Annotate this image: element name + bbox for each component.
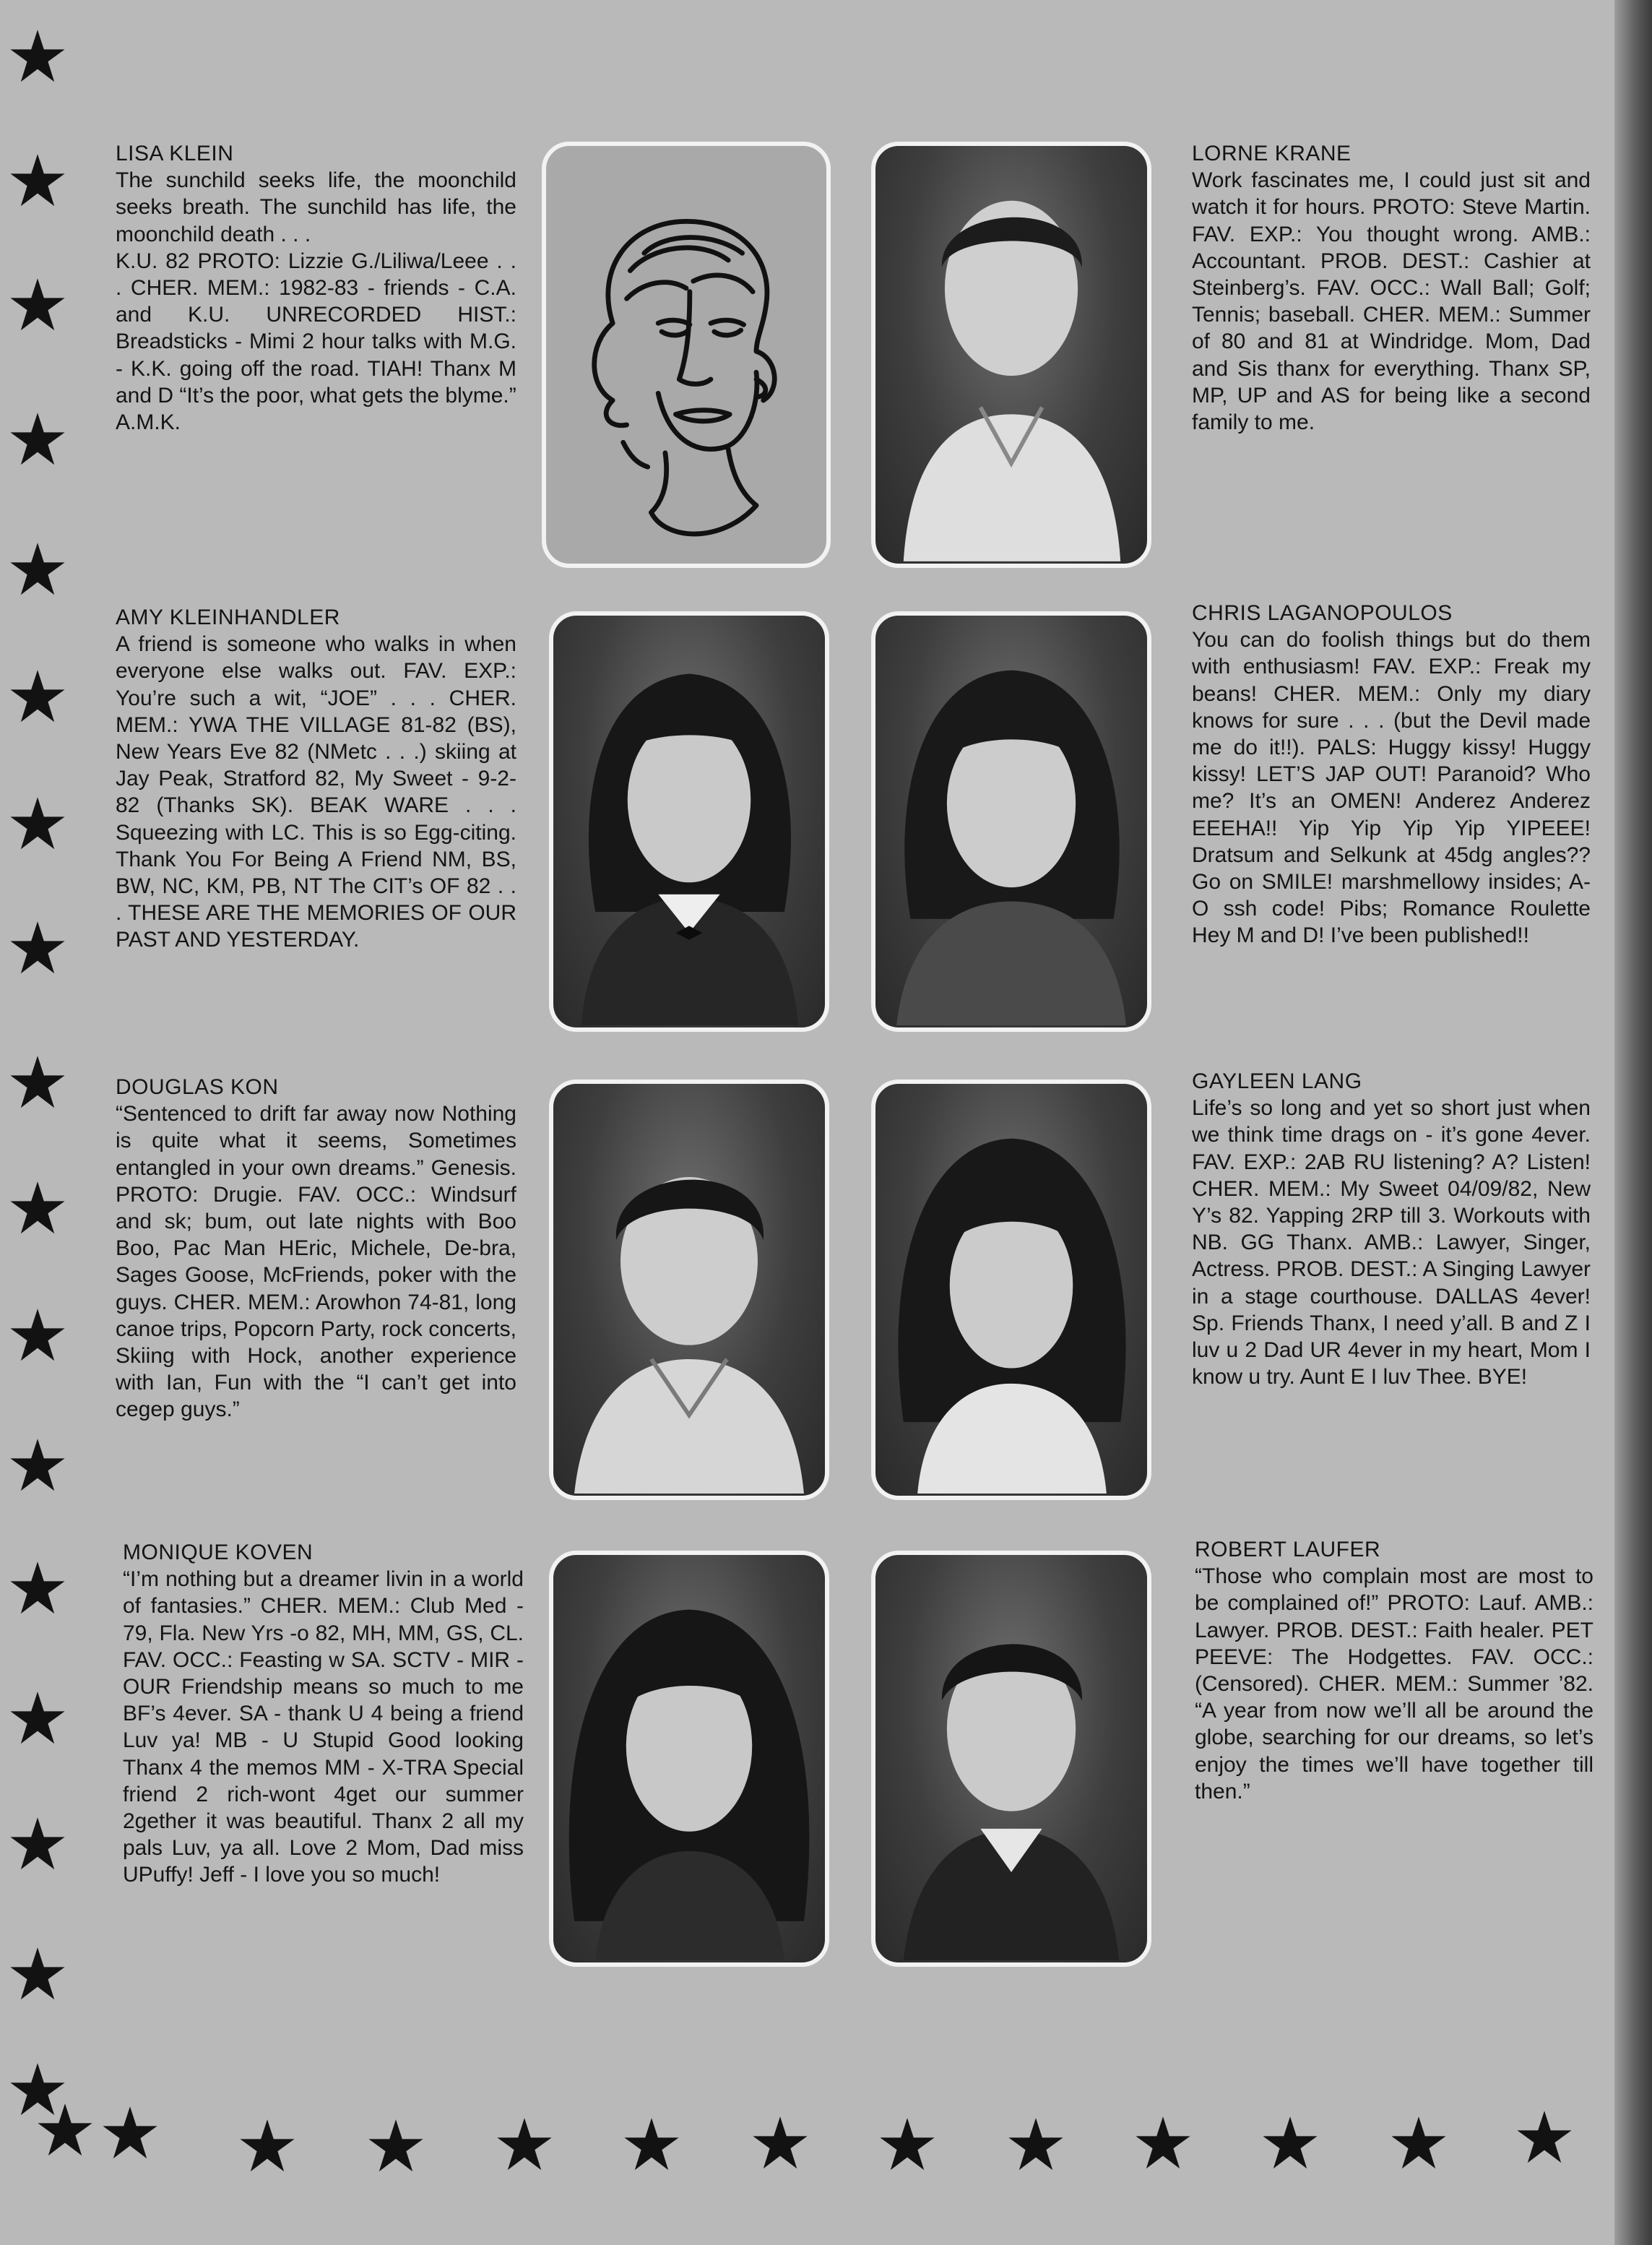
star-icon	[9, 1306, 66, 1364]
student-bio-text: “Those who complain most are most to be complained of!” PROTO: Lauf. AMB.: Lawyer. PROB. DEST.: Faith healer. PET PEEVE: The Hodgettes. FAV. OCC.: (Censored). CHER. MEM.: Summer ’82. “A year from now we’ll all be around the globe, searching for our dreams, so let’s enjoy the times we’ll have together till then.”	[1195, 1564, 1593, 1804]
star-icon	[238, 2117, 296, 2175]
star-icon	[9, 1559, 66, 1617]
portrait-silhouette	[553, 616, 825, 1027]
student-bio-text: Life’s so long and yet so short just when we think time drags on - it’s gone 4ever. FAV. EXP.: 2AB RU listening? A? Listen! CHER. MEM.: My Sweet 04/09/82, New Y’s 82. Yapping 2RP till 3. Workouts with NB. GG Thanx. AMB.: Lawyer, Singer, Actress. PROB. DEST.: A Singing Lawyer in a stage courthouse. DALLAS 4ever! Sp. Friends Thanx, I need y’all. B and Z I luv u 2 Dad UR 4ever in my heart, Mom I know u try. Aunt E I luv Thee. BYE!	[1192, 1096, 1591, 1389]
photo-gayleen-lang	[871, 1080, 1151, 1500]
student-bio-text: “Sentenced to drift far away now Nothing is quite what it seems, Sometimes entangled in your own dreams.” Genesis. PROTO: Drugie. FAV. OCC.: Windsurf and sk; bum, out late nights with Boo Boo, Pac Man HEric, Michele, De-bra, Sages Goose, McFriends, poker with the guys. CHER. MEM.: Arowhon 74-81, long canoe trips, Popcorn Party, rock concerts, Skiing with Hock, another experience with Ian, Fun with the “I can’t get into cegep guys.”	[116, 1102, 516, 1422]
star-icon	[9, 668, 66, 725]
star-icon	[9, 795, 66, 853]
portrait-silhouette	[875, 616, 1147, 1027]
star-icon	[9, 276, 66, 334]
star-icon	[9, 1053, 66, 1111]
star-icon	[1515, 2108, 1573, 2166]
star-icon	[367, 2117, 425, 2175]
bio-lorne-krane	[1192, 140, 1591, 436]
portrait-silhouette	[875, 146, 1147, 564]
photo-lorne-krane	[871, 142, 1151, 568]
bio-robert-laufer	[1195, 1536, 1593, 1805]
star-icon	[1134, 2114, 1192, 2172]
student-name: ROBERT LAUFER	[1195, 1538, 1381, 1561]
portrait-silhouette	[875, 1555, 1147, 1962]
photo-monique-koven	[549, 1551, 829, 1967]
bio-gayleen-lang	[1192, 1068, 1591, 1390]
portrait-silhouette	[875, 1084, 1147, 1496]
student-name: MONIQUE KOVEN	[123, 1541, 313, 1564]
star-icon	[9, 540, 66, 598]
student-name: AMY KLEINHANDLER	[116, 606, 340, 629]
star-icon	[623, 2116, 680, 2173]
student-bio-text: You can do foolish things but do them with enthusiasm! FAV. EXP.: Freak my beans! CHER. MEM.: Only my diary knows for sure . . . (but the Devil made me do it!!). PALS: Huggy kissy! Huggy kissy! LET’S JAP OUT! Paranoid? Who me? It’s an OMEN! Anderez Anderez EEEHA!! Yip Yip Yip Yip YIPEEE! Dratsum and Selkunk at 45dg angles?? Go on SMILE! marshmellowy insides; A-O ssh code! Pibs; Romance Roulette Hey M and D! I’ve been published!!	[1192, 628, 1591, 948]
bio-lisa-klein	[116, 140, 516, 436]
star-icon	[1390, 2114, 1448, 2172]
student-name: LISA KLEIN	[116, 142, 234, 165]
bio-monique-koven	[123, 1539, 524, 1889]
bio-douglas-kon	[116, 1074, 516, 1423]
star-icon	[1007, 2116, 1065, 2173]
star-icon	[9, 1815, 66, 1873]
portrait-silhouette	[553, 1555, 825, 1962]
bio-amy-kleinhandler	[116, 604, 516, 954]
student-name: LORNE KRANE	[1192, 142, 1352, 165]
photo-chris-laganopoulos	[871, 611, 1151, 1032]
star-icon	[36, 2101, 94, 2159]
star-icon	[878, 2116, 936, 2173]
bio-chris-laganopoulos	[1192, 600, 1591, 949]
star-icon	[9, 1179, 66, 1237]
photo-amy-kleinhandler	[549, 611, 829, 1032]
star-icon	[9, 1689, 66, 1747]
star-icon	[9, 27, 66, 85]
student-name: DOUGLAS KON	[116, 1075, 279, 1099]
star-icon	[1261, 2114, 1319, 2172]
star-icon	[9, 1945, 66, 2003]
star-icon	[9, 410, 66, 468]
student-bio-text: “I’m nothing but a dreamer livin in a world of fantasies.” CHER. MEM.: Club Med - 79, Fla. New Yrs -o 82, MH, MM, GS, CL. FAV. OCC.: Feasting w SA. SCTV - MIR - OUR Friendship means so much to me BF’s 4ever. SA - thank U 4 being a friend Luv ya! MB - U Stupid Good looking Thanx 4 the memos MM - X-TRA Special friend 2 rich-wont 4get our summer 2gether it was beautiful. Thanx 2 all my pals Luv, ya all. Love 2 Mom, Dad miss UPuffy! Jeff - I love you so much!	[123, 1567, 524, 1887]
page-edge-shadow	[1614, 0, 1652, 2245]
student-name: CHRIS LAGANOPOULOS	[1192, 601, 1453, 625]
star-icon	[751, 2114, 809, 2172]
star-icon	[496, 2116, 553, 2173]
portrait-silhouette	[553, 1084, 825, 1496]
photo-robert-laufer	[871, 1551, 1151, 1967]
photo-douglas-kon	[549, 1080, 829, 1500]
star-icon	[101, 2104, 159, 2162]
star-icon	[9, 152, 66, 210]
student-bio-text: The sunchild seeks life, the moonchild seeks breath. The sunchild has life, the moonchild death . . . K.U. 82 PROTO: Lizzie G./Liliwa/Leee . . . CHER. MEM.: 1982-83 - friends - C.A. and K.U. UNRECORDED HIST.: Breadsticks - Mimi 2 hour talks with M.G. - K.K. going off the road. TIAH! Thanx M and D “It’s the poor, what gets the blyme.” A.M.K.	[116, 168, 516, 435]
drawing-portrait	[546, 146, 826, 564]
star-icon	[9, 919, 66, 977]
star-icon	[9, 1436, 66, 1494]
photo-lisa-klein	[542, 142, 831, 568]
student-bio-text: A friend is someone who walks in when everyone else walks out. FAV. EXP.: You’re such a wit, “JOE” . . . CHER. MEM.: YWA THE VILLAGE 81-82 (BS), New Years Eve 82 (NMetc . . .) skiing at Jay Peak, Stratford 82, My Sweet - 9-2-82 (Thanks SK). BEAK WARE . . . Squeezing with LC. This is so Egg-citing. Thank You For Being A Friend NM, BS, BW, NC, KM, PB, NT The CIT’s OF 82 . . . THESE ARE THE MEMORIES OF OUR PAST AND YESTERDAY.	[116, 632, 516, 952]
student-name: GAYLEEN LANG	[1192, 1069, 1362, 1093]
student-bio-text: Work fascinates me, I could just sit and watch it for hours. PROTO: Steve Martin. FAV. EXP.: You thought wrong. AMB.: Accountant. PROB. DEST.: Cashier at Steinberg’s. FAV. OCC.: Wall Ball; Golf; Tennis; baseball. CHER. MEM.: Summer of 80 and 81 at Windridge. Mom, Dad and Sis thanx for everything. Thanx SP, MP, UP and AS for being like a second family to me.	[1192, 168, 1591, 435]
